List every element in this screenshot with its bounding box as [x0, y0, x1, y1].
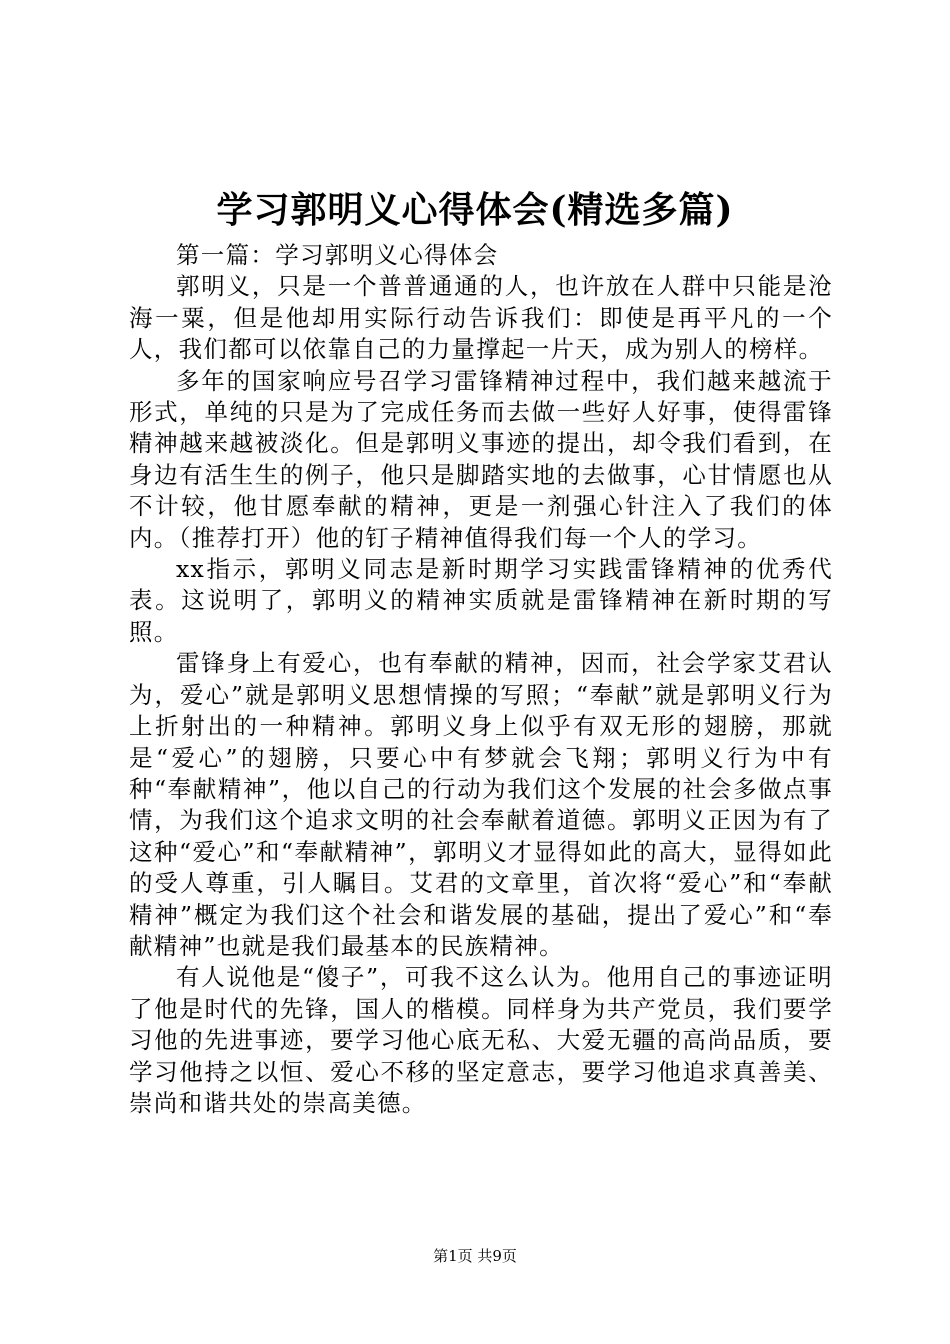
paragraph-2: 多年的国家响应号召学习雷锋精神过程中，我们越来越流于形式，单纯的只是为了完成任务而去做一些好人好事，使得雷锋精神越来越被淡化。但是郭明义事迹的提出，却令我们看到，在身边有活生生的例子，他只是脚踏实地的去做事，心甘情愿也从不计较，他甘愿奉献的精神，更是一剂强心针注入了我们的体内。（推荐打开）他的钉子精神值得我们每一个人的学习。: [129, 366, 833, 552]
paragraph-5: 有人说他是“傻子”，可我不这么认为。他用自己的事迹证明了他是时代的先锋，国人的楷模。同样身为共产党员，我们要学习他的先进事迹，要学习他心底无私、大爱无疆的高尚品质，要学习他持之以恒、爱心不移的坚定意志，要学习他追求真善美、崇尚和谐共处的崇高美德。: [129, 963, 833, 1117]
document-body: [129, 240, 833, 1119]
paragraph-1: 郭明义，只是一个普普通通的人，也许放在人群中只能是沧海一粟，但是他却用实际行动告诉我们：即使是再平凡的一个人，我们都可以依靠自己的力量撑起一片天，成为别人的榜样。: [129, 272, 833, 364]
paragraph-4: 雷锋身上有爱心，也有奉献的精神，因而，社会学家艾君认为，爱心”就是郭明义思想情操的写照；“奉献”就是郭明义行为上折射出的一种精神。郭明义身上似乎有双无形的翅膀，那就是“爱心”的翅膀，只要心中有梦就会飞翔；郭明义行为中有种“奉献精神”，他以自己的行动为我们这个发展的社会多做点事情，为我们这个追求文明的社会奉献着道德。郭明义正因为有了这种“爱心”和“奉献精神”，郭明义才显得如此的高大，显得如此的受人尊重，引人瞩目。艾君的文章里，首次将“爱心”和“奉献精神”概定为我们这个社会和谐发展的基础，提出了爱心”和“奉献精神”也就是我们最基本的民族精神。: [129, 649, 833, 960]
section-heading: 第一篇：学习郭明义心得体会: [176, 241, 499, 269]
document-title: 学习郭明义心得体会(精选多篇): [216, 189, 734, 231]
page-footer: 第1页 共9页: [433, 1247, 517, 1265]
paragraph-3: xx指示，郭明义同志是新时期学习实践雷锋精神的优秀代表。这说明了，郭明义的精神实质就是雷锋精神在新时期的写照。: [129, 555, 833, 646]
